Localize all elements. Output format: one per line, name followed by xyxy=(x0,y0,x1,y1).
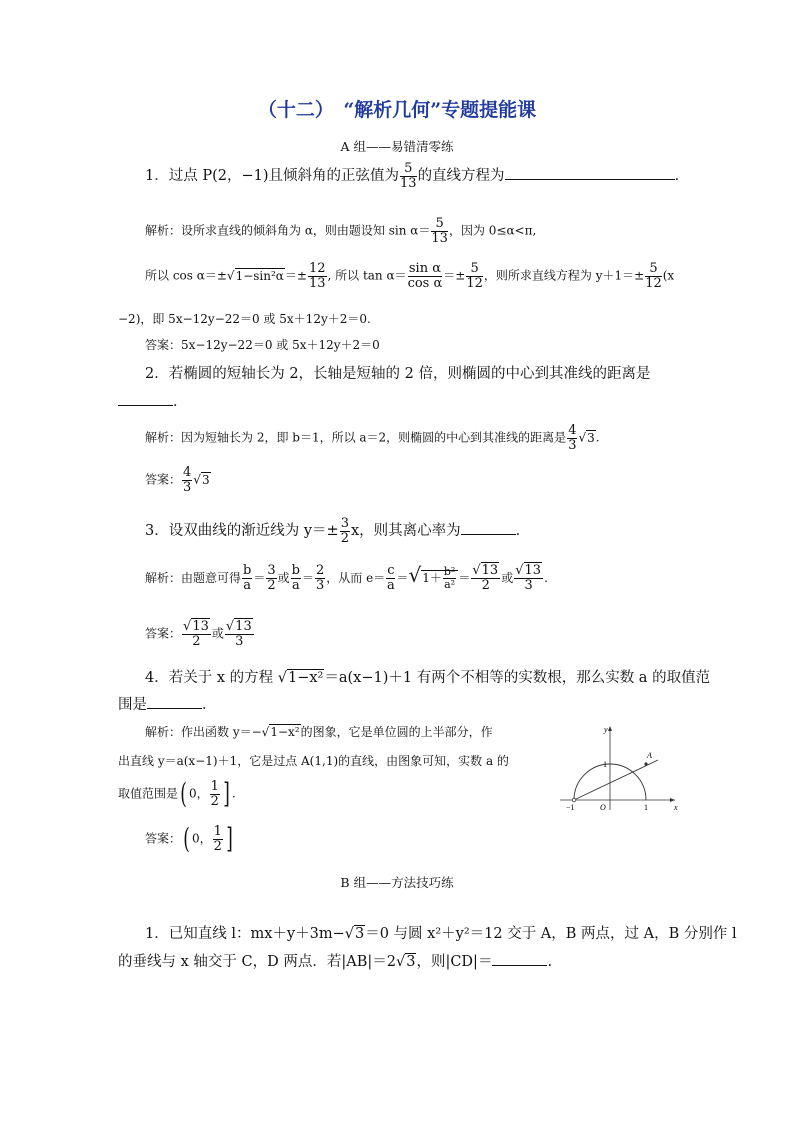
q1-text: 1．过点 P(2，−1)且倾斜角的正弦值为 xyxy=(145,168,400,185)
solution-4-line-2: 出直线 y＝a(x−1)＋1，它是过点 A(1,1)的直线，由图象可知，实数 a 的 xyxy=(118,754,509,768)
label-origin: O xyxy=(600,803,606,812)
q1-text-2: 的直线方程为 xyxy=(417,168,505,185)
label-y: y xyxy=(604,725,608,734)
label-y-1: 1 xyxy=(603,760,607,769)
q1-answer-blank xyxy=(505,179,675,180)
question-4: 4．若关于 x 的方程 √1−x²＝a(x−1)＋1 有两个不相等的实数根，那么实数 a 的取值范 xyxy=(145,670,711,686)
question-3: 3．设双曲线的渐近线为 y＝± $\frac{3}{2}$ x，则其离心率为 ． xyxy=(145,516,531,546)
label-A: A xyxy=(647,751,652,760)
b-question-1-line-2: 的垂线与 x 轴交于 C，D 两点．若|AB|＝2√3，则|CD|＝ . xyxy=(118,954,553,970)
q1-fraction: $\frac{5}{13}$ xyxy=(400,161,417,191)
q4-answer-blank xyxy=(147,708,202,709)
question-1: 1．过点 P(2，−1)且倾斜角的正弦值为 $\frac{5}{13}$ 的直线方程为 ． xyxy=(145,161,690,191)
question-2-line-2: ． xyxy=(118,390,188,411)
solution-3: 解析：由题意可得 $\frac{b}{a}$ ＝ $\frac{3}{2}$ 或 $\frac{b}{a}$ ＝ $\frac{2}{3}$ ，从而 e＝ $\frac{c}{a}$ ＝√1＋ $\frac{\text{b²}}{\text{a²}}$ ＝ $\frac{√13}{2}$ 或 $\frac{√13}{3}$ . xyxy=(145,563,548,593)
x-axis-arrow xyxy=(670,798,675,802)
solution-4-line-3: 取值范围是( 0， $\frac{1}{2}$ ] . xyxy=(118,777,236,811)
b1-answer-blank xyxy=(492,965,547,966)
point-A xyxy=(644,762,647,765)
label-x: x xyxy=(674,803,678,812)
answer-3: 答案： $\frac{√13}{2}$ 或 $\frac{√13}{3}$ xyxy=(145,619,252,649)
b-question-1: 1．已知直线 l：mx＋y＋3m−√3＝0 与圆 x²＋y²＝12 交于 A，B 两点，过 A，B 分别作 l xyxy=(145,926,737,942)
solution-2: 解析：因为短轴长为 2，即 b＝1，所以 a＝2，则椭圆的中心到其准线的距离是 $\frac{4}{3}$ √3. xyxy=(145,423,600,453)
question-2: 2．若椭圆的短轴长为 2，长轴是短轴的 2 倍，则椭圆的中心到其准线的距离是 xyxy=(145,366,651,382)
solution-4-line-1: 解析：作出函数 y＝−√1−x²的图象，它是单位圆的上半部分，作 xyxy=(145,725,493,739)
answer-1: 答案：5x−12y−22＝0 或 5x＋12y＋2＝0 xyxy=(145,338,380,352)
group-b-heading: B 组——方法技巧练 xyxy=(340,875,454,890)
q3-answer-blank xyxy=(461,534,516,535)
answer-4: 答案：( 0， $\frac{1}{2}$ ] xyxy=(145,822,233,856)
answer-2: 答案： $\frac{4}{3}$ √3 xyxy=(145,465,210,495)
endpoint-open xyxy=(572,798,576,802)
solution-1-line-1: 解析：设所求直线的倾斜角为 α，则由题设知 sin α＝ $\frac{5}{13}$ ，因为 0≤α<π, xyxy=(145,216,537,246)
label-x-1: 1 xyxy=(644,803,648,812)
question-4-line-2: 围是 ． xyxy=(118,697,217,713)
label-neg-1: −1 xyxy=(566,803,575,812)
q2-answer-blank xyxy=(118,405,173,406)
solution-1-line-3: −2)，即 5x−12y−22＝0 或 5x＋12y＋2＝0. xyxy=(118,312,371,326)
solution-1-line-2: 所以 cos α＝±√1−sin²α＝± $\frac{12}{13}$ , 所以 tan α＝ $\frac{\text{sin α}}{\text{cos α}}$ ＝± $\frac{5}{12}$ ，则所求直线方程为 y＋1＝± $\frac{5}{12}$ (x xyxy=(145,261,675,291)
unit-semicircle-graph xyxy=(560,722,680,812)
page-title: （十二） “解析几何”专题提能课 xyxy=(257,99,537,121)
group-a-heading: A 组——易错清零练 xyxy=(340,139,454,154)
y-axis-arrow xyxy=(608,726,612,731)
